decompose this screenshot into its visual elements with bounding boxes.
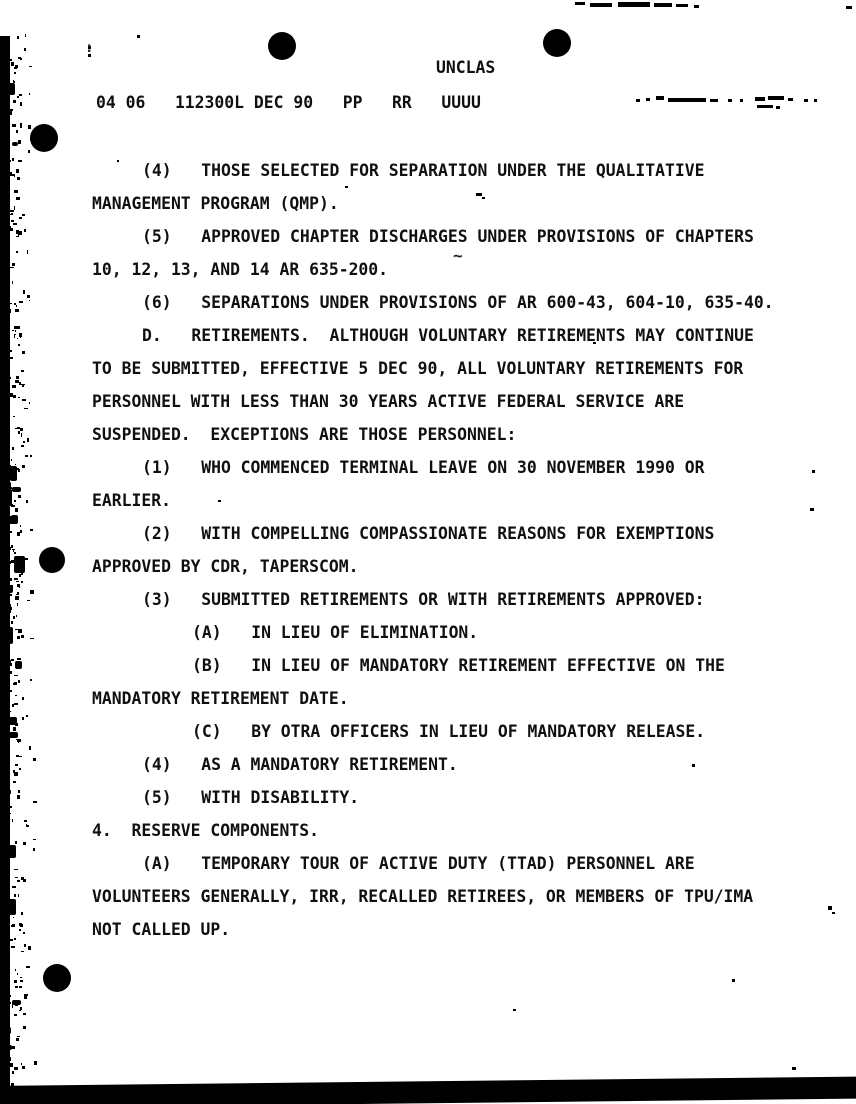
scan-smudge: [812, 470, 815, 473]
hole-punch-mark: [268, 32, 296, 60]
scan-bottom-edge-bar: [0, 1076, 856, 1104]
scan-smudge: [768, 96, 784, 100]
scan-smudge: [646, 98, 650, 101]
document-line: PERSONNEL WITH LESS THAN 30 YEARS ACTIVE FEDERAL SERVICE ARE: [92, 392, 685, 411]
document-line: (1) WHO COMMENCED TERMINAL LEAVE ON 30 NOVEMBER 1990 OR: [142, 458, 705, 477]
document-line: (A) TEMPORARY TOUR OF ACTIVE DUTY (TTAD) PERSONNEL ARE: [142, 854, 695, 873]
scan-smudge: [804, 99, 808, 102]
hole-punch-mark: [43, 964, 71, 992]
document-line: (C) BY OTRA OFFICERS IN LIEU OF MANDATORY RELEASE.: [192, 722, 706, 741]
scan-smudge: [636, 99, 640, 102]
scan-smudge-glyph: ~: [453, 246, 463, 265]
document-line: 10, 12, 13, AND 14 AR 635-200.: [92, 260, 389, 279]
header-line: 04 06 112300L DEC 90 PP RR UUUU: [96, 93, 481, 112]
scan-smudge: [590, 3, 612, 7]
scan-smudge: [575, 2, 585, 5]
hole-punch-mark: [543, 29, 571, 57]
document-line: MANDATORY RETIREMENT DATE.: [92, 689, 349, 708]
scan-smudge: [654, 3, 672, 7]
scan-smudge: [757, 105, 773, 108]
scan-smudge: [832, 912, 835, 914]
document-line: (2) WITH COMPELLING COMPASSIONATE REASONS FOR EXEMPTIONS: [142, 524, 715, 543]
classification-label: UNCLAS: [436, 58, 496, 77]
hole-punch-mark: [30, 124, 58, 152]
document-line: D. RETIREMENTS. ALTHOUGH VOLUNTARY RETIREMENTS MAY CONTINUE: [142, 326, 754, 345]
document-line: (B) IN LIEU OF MANDATORY RETIREMENT EFFECTIVE ON THE: [192, 656, 725, 675]
scan-smudge: [710, 99, 718, 102]
document-line: MANAGEMENT PROGRAM (QMP).: [92, 194, 339, 213]
document-line: NOT CALLED UP.: [92, 920, 231, 939]
document-line: (A) IN LIEU OF ELIMINATION.: [192, 623, 479, 642]
scan-smudge: [668, 98, 706, 102]
scan-smudge: [814, 99, 817, 102]
hole-punch-mark: [39, 547, 65, 573]
document-line: VOLUNTEERS GENERALLY, IRR, RECALLED RETIREES, OR MEMBERS OF TPU/IMA: [92, 887, 754, 906]
scan-smudge: [788, 98, 793, 101]
document-line: EARLIER.: [92, 491, 171, 510]
document-body: [92, 161, 812, 953]
document-line: (5) APPROVED CHAPTER DISCHARGES UNDER PROVISIONS OF CHAPTERS: [142, 227, 754, 246]
scan-left-edge-bar: [0, 36, 10, 1104]
document-line: TO BE SUBMITTED, EFFECTIVE 5 DEC 90, ALL VOLUNTARY RETIREMENTS FOR: [92, 359, 744, 378]
scan-smudge: [740, 99, 743, 102]
scan-smudge: [846, 6, 852, 9]
document-line: 4. RESERVE COMPONENTS.: [92, 821, 319, 840]
scan-smudge: [656, 96, 664, 100]
scan-smudge: [728, 99, 732, 102]
document-line: (6) SEPARATIONS UNDER PROVISIONS OF AR 600-43, 604-10, 635-40.: [142, 293, 774, 312]
scan-smudge: [137, 35, 140, 38]
scan-smudge: [676, 4, 688, 7]
document-line: SUSPENDED. EXCEPTIONS ARE THOSE PERSONNEL:: [92, 425, 517, 444]
document-line: APPROVED BY CDR, TAPERSCOM.: [92, 557, 359, 576]
scan-smudge: [828, 906, 832, 910]
document-line: (5) WITH DISABILITY.: [142, 788, 360, 807]
scan-smudge: [513, 1009, 516, 1011]
scan-smudge: [694, 5, 699, 8]
document-line: (4) AS A MANDATORY RETIREMENT.: [142, 755, 458, 774]
scan-smudge: [792, 1067, 796, 1070]
scan-smudge: [732, 979, 735, 982]
scan-smudge-glyph: :: [85, 40, 94, 56]
scan-smudge: [618, 2, 650, 7]
scan-smudge: [755, 97, 765, 101]
document-line: (4) THOSE SELECTED FOR SEPARATION UNDER THE QUALITATIVE: [142, 161, 705, 180]
scan-smudge: [776, 106, 780, 109]
document-line: (3) SUBMITTED RETIREMENTS OR WITH RETIREMENTS APPROVED:: [142, 590, 705, 609]
